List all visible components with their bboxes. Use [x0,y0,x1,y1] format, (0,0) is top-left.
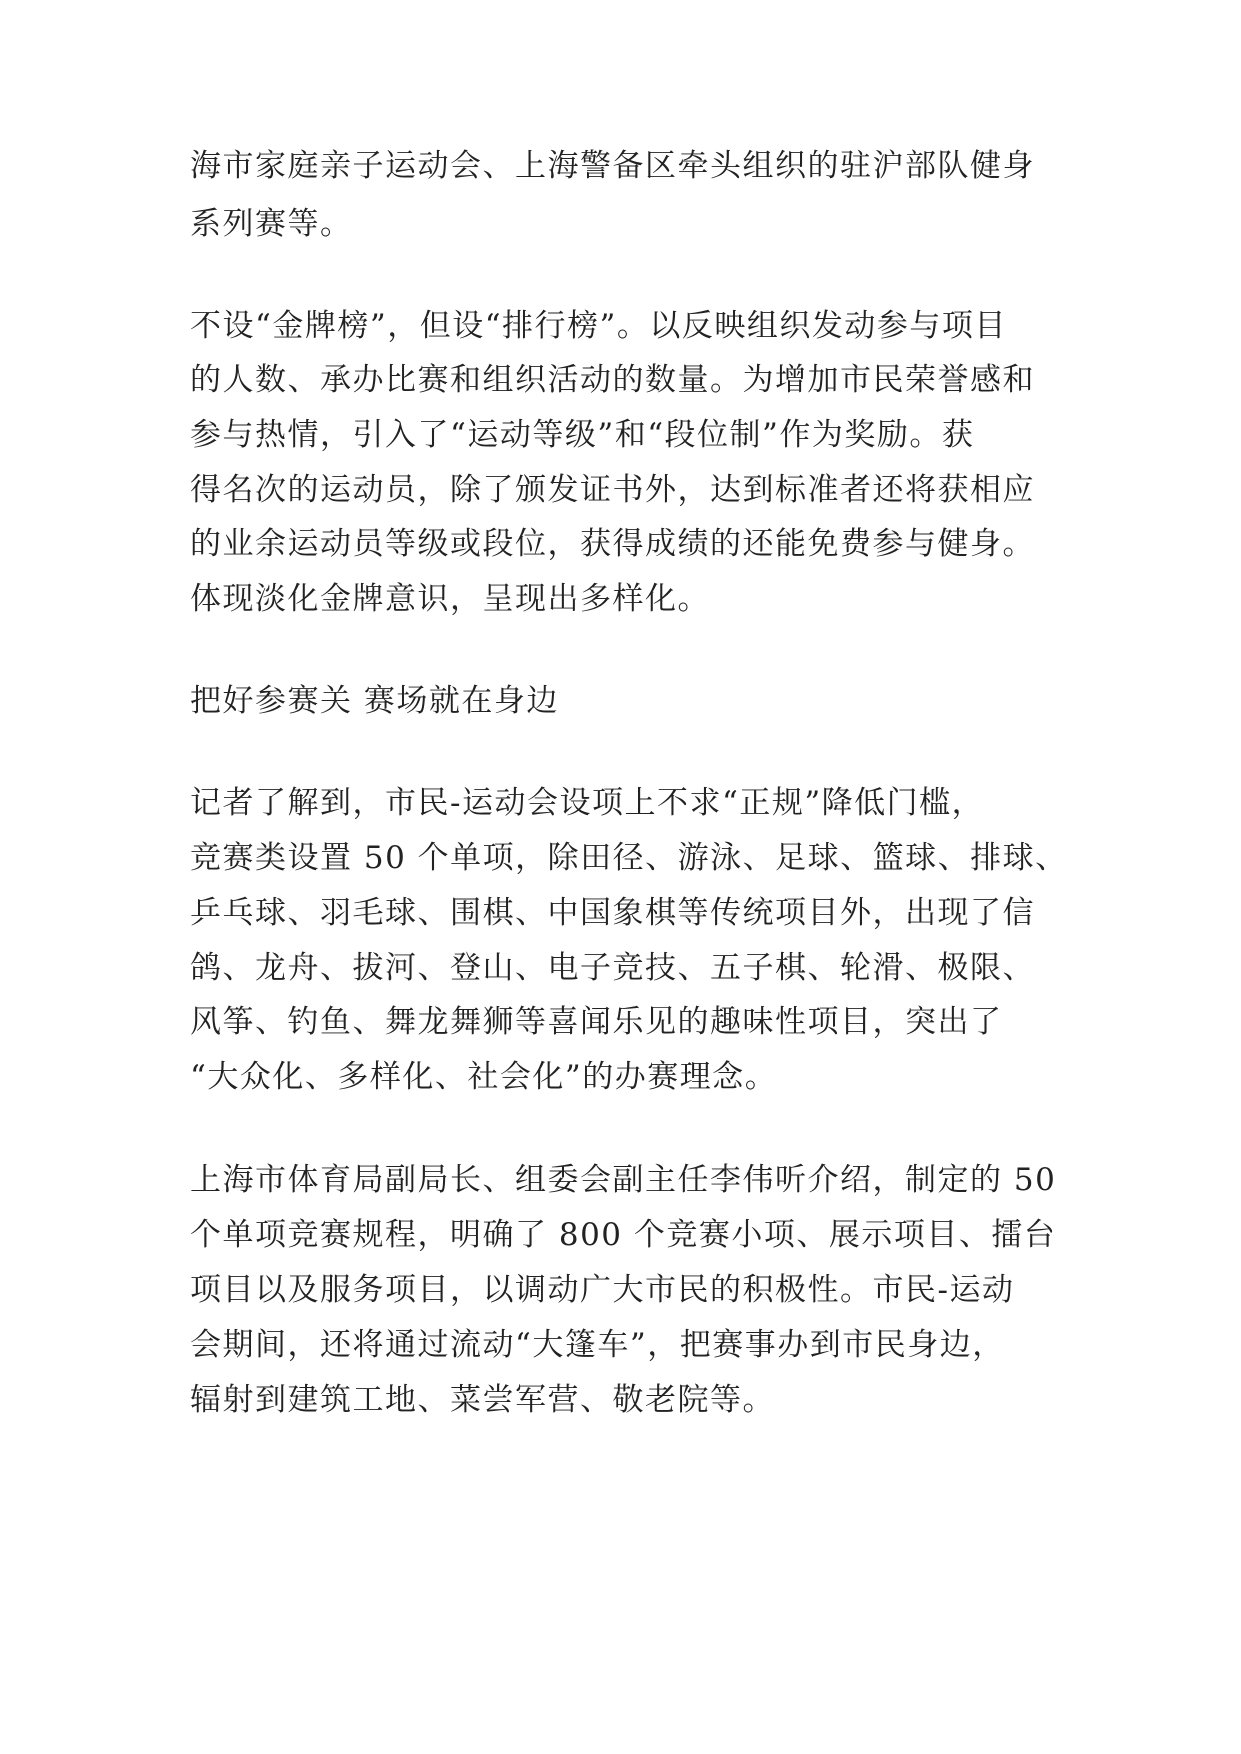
paragraph-4-line-1: 上海市体育局副局长、组委会副主任李伟听介绍，制定的 50 [190,1162,1057,1198]
paragraph-1-line-1: 海市家庭亲子运动会、上海警备区牵头组织的驻沪部队健身 [190,148,1035,184]
paragraph-3-line-3: 乒乓球、羽毛球、围棋、中国象棋等传统项目外，出现了信 [190,895,1035,931]
paragraph-2-line-4: 得名次的运动员，除了颁发证书外，达到标准者还将获相应 [190,472,1035,508]
paragraph-3-line-5: 风筝、钓鱼、舞龙舞狮等喜闻乐见的趣味性项目，突出了 [190,1004,1003,1040]
paragraph-3-line-6: “大众化、多样化、社会化”的办赛理念。 [190,1059,778,1095]
section-heading: 把好参赛关 赛场就在身边 [190,683,559,719]
paragraph-3-line-4: 鸽、龙舟、拔河、登山、电子竞技、五子棋、轮滑、极限、 [190,950,1035,986]
paragraph-2-line-1: 不设“金牌榜”，但设“排行榜”。以反映组织发动参与项目 [190,308,1007,344]
paragraph-4-line-3: 项目以及服务项目，以调动广大市民的积极性。市民-运动 [190,1272,1015,1308]
paragraph-3-line-1: 记者了解到，市民-运动会设项上不求“正规”降低门槛， [190,785,985,821]
paragraph-4-line-5: 辐射到建筑工地、菜尝军营、敬老院等。 [190,1382,775,1418]
paragraph-2-line-2: 的人数、承办比赛和组织活动的数量。为增加市民荣誉感和 [190,362,1035,398]
paragraph-1-line-2: 系列赛等。 [190,206,353,242]
paragraph-2-line-6: 体现淡化金牌意识，呈现出多样化。 [190,581,710,617]
paragraph-2-line-3: 参与热情，引入了“运动等级”和“段位制”作为奖励。获 [190,417,975,453]
paragraph-4-line-2: 个单项竞赛规程，明确了 800 个竞赛小项、展示项目、擂台 [190,1217,1057,1253]
paragraph-3-line-2: 竞赛类设置 50 个单项，除田径、游泳、足球、篮球、排球、 [190,840,1068,876]
paragraph-4-line-4: 会期间，还将通过流动“大篷车”，把赛事办到市民身边， [190,1327,1005,1363]
paragraph-2-line-5: 的业余运动员等级或段位，获得成绩的还能免费参与健身。 [190,526,1035,562]
